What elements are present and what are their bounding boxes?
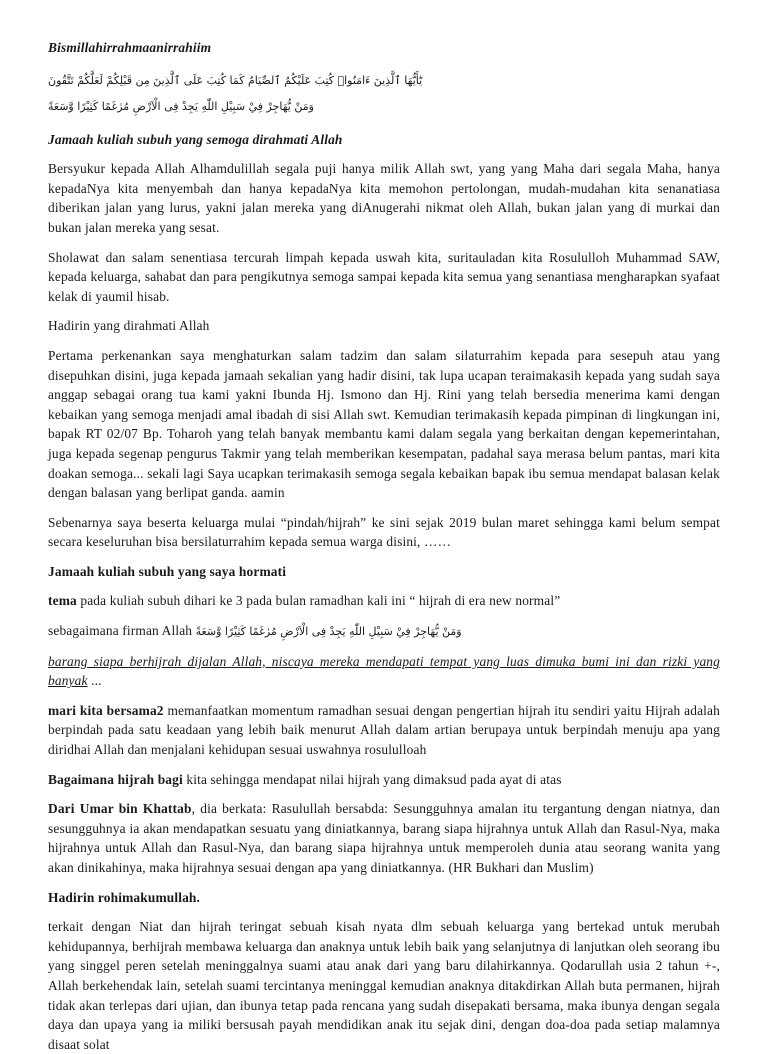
paragraph-firman: [48, 621, 720, 642]
umar-label: Dari Umar bin Khattab: [48, 801, 192, 817]
section-heading-rohimakumullah: Hadirin rohimakumullah.: [48, 889, 201, 905]
paragraph-moving: Sebenarnya saya beserta keluarga mulai “pindah/hijrah” ke sini sejak 2019 bulan maret sehingga kami belum sempat secara keseluruhan bisa bersilaturrahim kepada semua warga disini, ……: [48, 514, 720, 550]
paragraph-translation: [48, 652, 720, 691]
bagaimana-label: Bagaimana hijrah bagi: [48, 771, 183, 787]
theme-text: pada kuliah subuh dihari ke 3 pada bulan ramadhan kali ini “ hijrah di era new normal”: [76, 593, 561, 609]
verse-translation: barang siapa berhijrah dijalan Allah, niscaya mereka mendapati tempat yang luas dimuka bumi ini dan rizki yang banyak: [48, 653, 720, 689]
arabic-verse-fasting: يَٰٓأَيُّهَا ٱلَّذِينَ ءَامَنُوا۟ كُتِبَ عَلَيْكُمُ ٱلصِّيَامُ كَمَا كُتِبَ عَلَى ٱلَّذِينَ مِن قَبْلِكُمْ لَعَلَّكُمْ تَتَّقُونَ: [48, 73, 423, 87]
arabic-inline-verse: وَمَنْ يُّهَاجِرْ فِيْ سَبِيْلِ اللّٰهِ يَجِدْ فِى الْاَرْضِ مُرٰغَمًا كَثِيْرًا وَّسَعَةً: [195, 625, 462, 639]
section-heading-jamaah: Jamaah kuliah subuh yang semoga dirahmati Allah: [48, 131, 343, 147]
paragraph-hadith: [48, 799, 720, 877]
paragraph-theme: [48, 591, 720, 611]
paragraph-momentum: [48, 701, 720, 760]
paragraph-greeting: Hadirin yang dirahmati Allah: [48, 318, 210, 334]
mari-text: memanfaatkan momentum ramadhan sesuai dengan pengertian hijrah itu sendiri yaitu Hijrah adalah berpindah pada satu keadaan yang lebih baik menurut Allah dalam artian berupaya untuk berpindah menuju apa yang diridhai Allah dan menjalani kehidupan sesuai uswahnya rosululloah: [48, 702, 720, 758]
paragraph-gratitude: Bersyukur kepada Allah Alhamdulillah segala puji hanya milik Allah swt, yang yang Maha dari segala Maha, hanya kepadaNya kita menyembah dan hanya kepadaNya kita memohon pertolongan, mudah-mudahan kita senanatiasa diberikan jalan yang lurus, yakni jalan mereka yang diAnugerahi nikmat oleh Allah, bukan jalan yang di murkai dan bukan jalan mereka yang sesat.: [48, 161, 720, 235]
translation-suffix: ...: [87, 673, 102, 689]
document-title: Bismillahirrahmaanirrahiim: [48, 40, 212, 55]
paragraph-how-hijrah: [48, 770, 720, 790]
arabic-verse-hijrah: وَمَنْ يُّهَاجِرْ فِيْ سَبِيْلِ اللّٰهِ يَجِدْ فِى الْاَرْضِ مُرٰغَمًا كَثِيْرًا وَّسَعَةً: [48, 99, 314, 113]
paragraph-sholawat: Sholawat dan salam senentiasa tercurah limpah kepada uswah kita, suritauladan kita Rosululloh Muhammad SAW, kepada keluarga, sahabat dan para pengikutnya semoga sampai kepada kita semua yang senantiasa mengharapkan syafaat kelak di yaumil hisab.: [48, 249, 720, 304]
section-heading-respected: Jamaah kuliah subuh yang saya hormati: [48, 563, 287, 579]
mari-label: mari kita bersama2: [48, 702, 164, 718]
paragraph-story: terkait dengan Niat dan hijrah teringat sebuah kisah nyata dlm sebuah keluarga yang bertekad untuk merubah kehidupannya, berhijrah membawa keluarga dan anaknya untuk lebih baik yang selanjutnya di lanjutkan oleh seorang ibu yang singgel peren setelah meninggalnya suami atau anak dari yang baru dilahirkannya. Qodarullah usia 2 tahun +-, Allah berkehendak lain, setelah suami tercintanya meninggal kemudian anaknya ditakdirkan Allah buta permanen, hijrah tidak akan terlepas dari ujian, dan ibunya tetap pada rencana yang sudah disepakati bersama, maka ibunya dengan segala daya dan upaya yang ia miliki bersusah payah mendidikan anak itu sejak dini, dengan doa-doa pada setiap malamnya disaat solat: [48, 919, 720, 1052]
paragraph-thanks: Pertama perkenankan saya menghaturkan salam tadzim dan salam silaturrahim kepada para sesepuh atau yang disepuhkan disini, juga kepada jamaah sekalian yang hadir disini, tak lupa ucapan teraimakasih kepada yang sudah saya anggap sebagai orang tua kami yakni Ibunda Hj. Ismono dan Hj. Rini yang telah bersedia menerima kami dengan kebaikan yang semoga menjadi amal ibadah di sisi Allah swt. Kemudian terimakasih kepada pimpinan di lingkungan ini, bapak RT 02/07 Bp. Toharoh yang telah banyak membantu kami dalam segala yang berkaitan dengan kepemerintahan, juga kepada segenap pengurus Takmir yang telah memberikan kesempatan, padahal saya merasa belum pantas, mari kita doakan semoga... sekali lagi Saya ucapkan terimakasih semoga segala kebaikan bapak ibu semua mendapat balasan kelak dengan balasan yang berlipat ganda. aamin: [48, 347, 720, 501]
umar-text: , dia berkata: Rasulullah bersabda: Sesungguhnya amalan itu tergantung dengan niatnya, dan sesungguhnya ia akan mendapatkan sesuatu yang diniatkannya, barang siapa hijrahnya untuk Allah dan Rasul-Nya, maka hijrahnya untuk Allah dan Rasul-Nya, dan barang siapa hijrahnya untuk memperoleh dunia atau seorang wanita yang akan dinikahinya, maka hijrahnya sesuai dengan apa yang diniatkannya. (HR Bukhari dan Muslim): [48, 801, 720, 875]
theme-label: tema: [48, 593, 77, 609]
bagaimana-text: kita sehingga mendapat nilai hijrah yang dimaksud pada ayat di atas: [182, 771, 562, 787]
firman-prefix: sebagaimana firman Allah: [48, 623, 196, 639]
